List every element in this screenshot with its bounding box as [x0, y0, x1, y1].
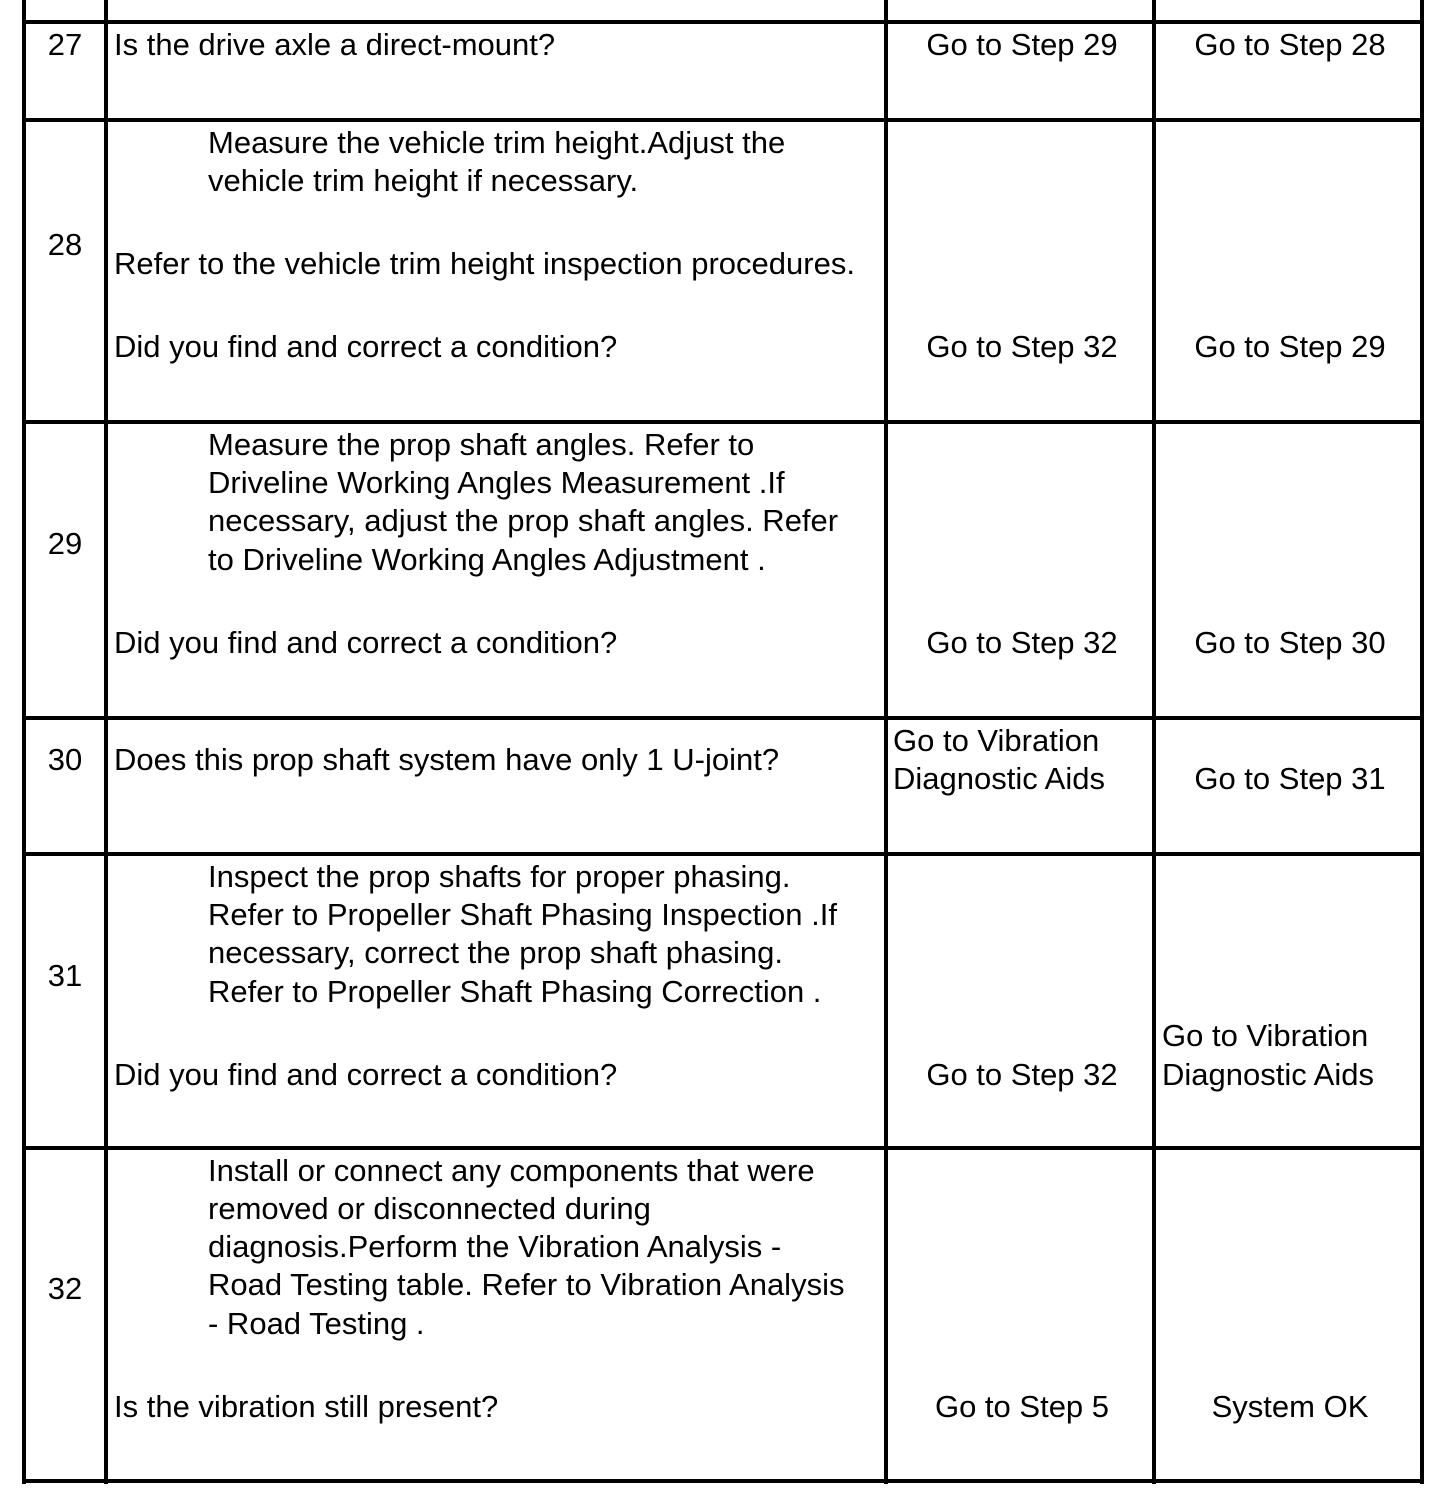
yes-result-line: Diagnostic Aids: [893, 761, 1105, 796]
step-action-line: Measure the vehicle trim height.Adjust the: [208, 125, 786, 160]
step-action-line: removed or disconnected during: [208, 1191, 651, 1226]
no-result: System OK: [1211, 1389, 1369, 1424]
step-action-line: diagnosis.Perform the Vibration Analysis -: [208, 1229, 782, 1264]
step-question: Is the vibration still present?: [114, 1389, 499, 1424]
row-divider: [22, 852, 1424, 856]
row-divider: [22, 420, 1424, 424]
step-action-line: Inspect the prop shafts for proper phasing.: [208, 859, 791, 894]
step-question: Did you find and correct a condition?: [114, 625, 618, 660]
no-result: Go to Step 31: [1194, 761, 1386, 796]
step-question: Does this prop shaft system have only 1 U-joint?: [114, 742, 780, 777]
column-divider: [1152, 0, 1156, 1484]
row-divider: [22, 20, 1424, 24]
step-question: Did you find and correct a condition?: [114, 1057, 618, 1092]
no-result-line: Diagnostic Aids: [1162, 1057, 1374, 1092]
row-divider: [22, 716, 1424, 720]
step-number: 27: [47, 27, 83, 62]
no-result: Go to Step 28: [1194, 27, 1386, 62]
yes-result: Go to Step 32: [926, 1057, 1118, 1092]
row-divider: [22, 118, 1424, 122]
no-result-line: Go to Vibration: [1162, 1018, 1369, 1053]
step-number: 30: [47, 742, 83, 777]
step-action-line: Measure the prop shaft angles. Refer to: [208, 427, 755, 462]
row-divider: [22, 1146, 1424, 1150]
yes-result-line: Go to Vibration: [893, 723, 1100, 758]
step-action-line: Refer to Propeller Shaft Phasing Correction .: [208, 974, 822, 1009]
step-action-line: Driveline Working Angles Measurement .If: [208, 465, 785, 500]
step-action-line: vehicle trim height if necessary.: [208, 163, 639, 198]
yes-result: Go to Step 29: [926, 27, 1118, 62]
step-number: 29: [47, 526, 83, 561]
step-number: 32: [47, 1271, 83, 1306]
step-question: Is the drive axle a direct-mount?: [114, 27, 556, 62]
column-divider: [884, 0, 888, 1484]
step-number: 28: [47, 227, 83, 262]
step-action-line: Install or connect any components that were: [208, 1153, 815, 1188]
no-result: Go to Step 30: [1194, 625, 1386, 660]
step-number: 31: [47, 958, 83, 993]
step-action-line: Road Testing table. Refer to Vibration Analysis: [208, 1267, 845, 1302]
table-bottom-border: [22, 1479, 1424, 1483]
step-action-line: - Road Testing .: [208, 1306, 425, 1341]
step-action-line: necessary, adjust the prop shaft angles. Refer: [208, 503, 839, 538]
step-action-line: to Driveline Working Angles Adjustment .: [208, 542, 766, 577]
step-question: Did you find and correct a condition?: [114, 329, 618, 364]
column-divider: [1420, 0, 1424, 1484]
step-action-line: Refer to Propeller Shaft Phasing Inspection .If: [208, 897, 837, 932]
step-note: Refer to the vehicle trim height inspection procedures.: [114, 246, 855, 281]
yes-result: Go to Step 32: [926, 625, 1118, 660]
no-result: Go to Step 29: [1194, 329, 1386, 364]
yes-result: Go to Step 32: [926, 329, 1118, 364]
step-action-line: necessary, correct the prop shaft phasing.: [208, 935, 783, 970]
yes-result: Go to Step 5: [934, 1389, 1110, 1424]
